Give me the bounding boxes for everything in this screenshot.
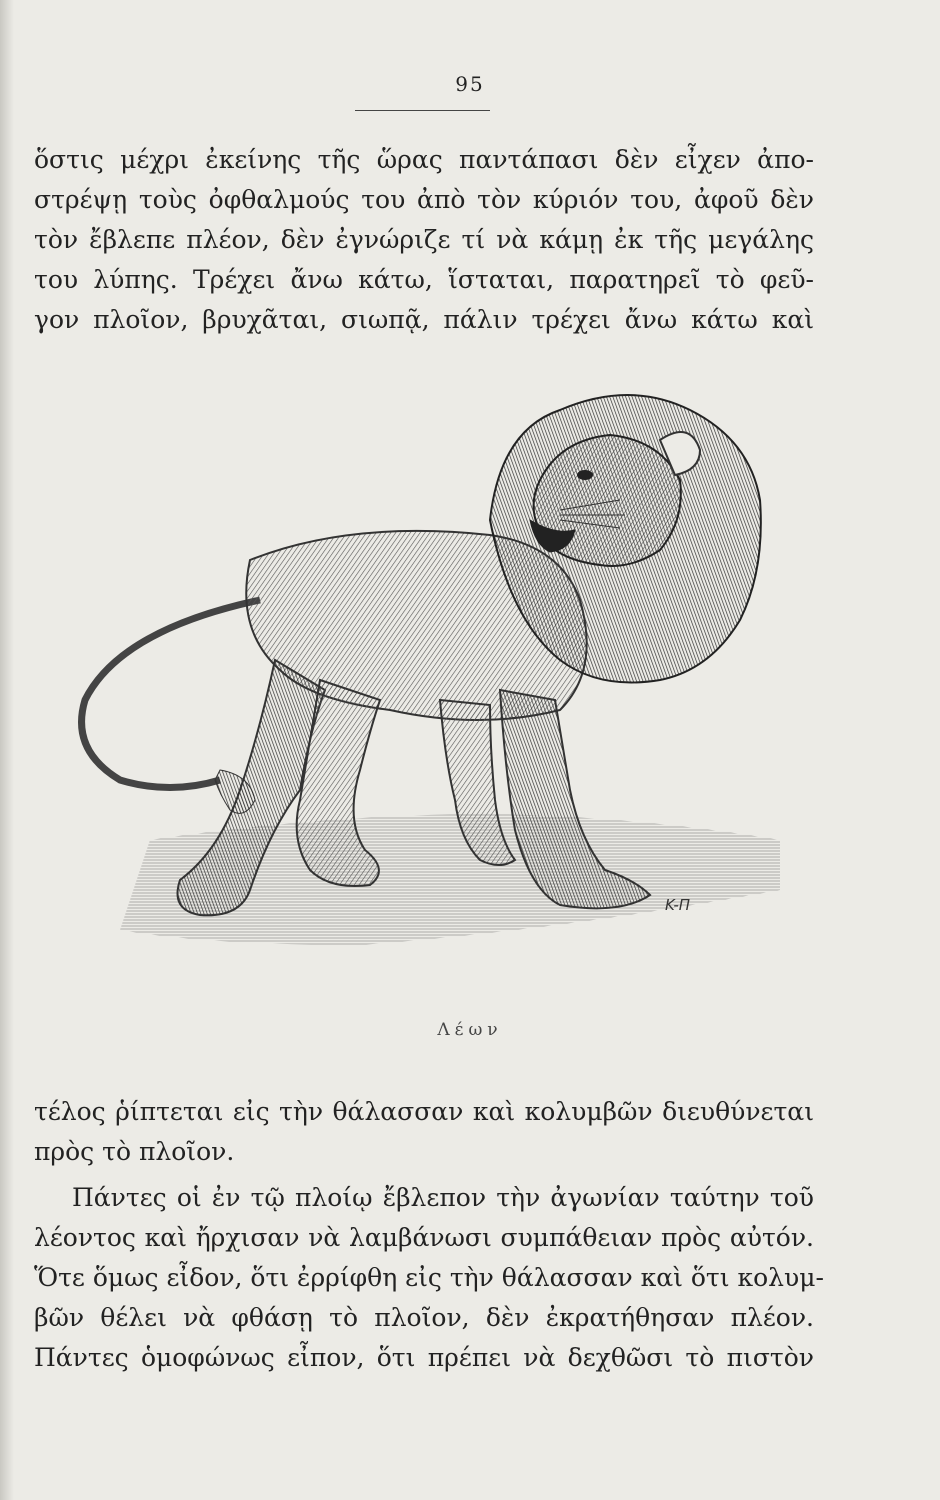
lion-illustration: [60, 370, 780, 990]
text-line: τὸν ἔβλεπε πλέον, δὲν ἐγνώριζε τί νὰ κάμῃ ἐκ τῆς μεγάλης: [34, 225, 814, 254]
lion-engraving: [60, 370, 780, 990]
header-rule: [355, 110, 490, 111]
page-edge-shadow: [0, 0, 14, 1500]
paragraph-2: [34, 1092, 814, 1172]
text-line: λέοντος καὶ ἤρχισαν νὰ λαμβάνωσι συμπάθειαν πρὸς αὐτόν.: [34, 1223, 814, 1252]
text-line: του λύπης. Τρέχει ἄνω κάτω, ἵσταται, παρατηρεῖ τὸ φεῦ-: [34, 265, 814, 294]
page-number: 95: [455, 72, 485, 96]
text-line: τέλος ῥίπτεται εἰς τὴν θάλασσαν καὶ κολυμβῶν διευθύνεται: [34, 1097, 814, 1126]
lion-eye: [577, 470, 593, 480]
paragraph-1: [34, 140, 814, 340]
text-line: Πάντες ὁμοφώνως εἶπον, ὅτι πρέπει νὰ δεχθῶσι τὸ πιστὸν: [34, 1343, 814, 1372]
text-line: στρέψῃ τοὺς ὀφθαλμούς του ἀπὸ τὸν κύριόν του, ἀφοῦ δὲν: [34, 185, 814, 214]
engraver-signature: K-Π: [665, 896, 691, 914]
paragraph-3: [34, 1178, 824, 1378]
text-line: Ὅτε ὅμως εἶδον, ὅτι ἐρρίφθη εἰς τὴν θάλασσαν καὶ ὅτι κολυμ-: [34, 1263, 824, 1292]
text-line: γον πλοῖον, βρυχᾶται, σιωπᾷ, πάλιν τρέχει ἄνω κάτω καὶ: [34, 305, 814, 334]
lion-tail: [82, 600, 260, 788]
text-line: Πάντες οἱ ἐν τῷ πλοίῳ ἔβλεπον τὴν ἀγωνίαν ταύτην τοῦ: [72, 1183, 814, 1212]
figure-caption: Λέων: [437, 1020, 503, 1040]
text-line: πρὸς τὸ πλοῖον.: [34, 1137, 235, 1166]
text-line: βῶν θέλει νὰ φθάσῃ τὸ πλοῖον, δὲν ἐκρατήθησαν πλέον.: [34, 1303, 814, 1332]
text-line: ὅστις μέχρι ἐκείνης τῆς ὥρας παντάπασι δὲν εἶχεν ἀπο-: [34, 145, 814, 174]
